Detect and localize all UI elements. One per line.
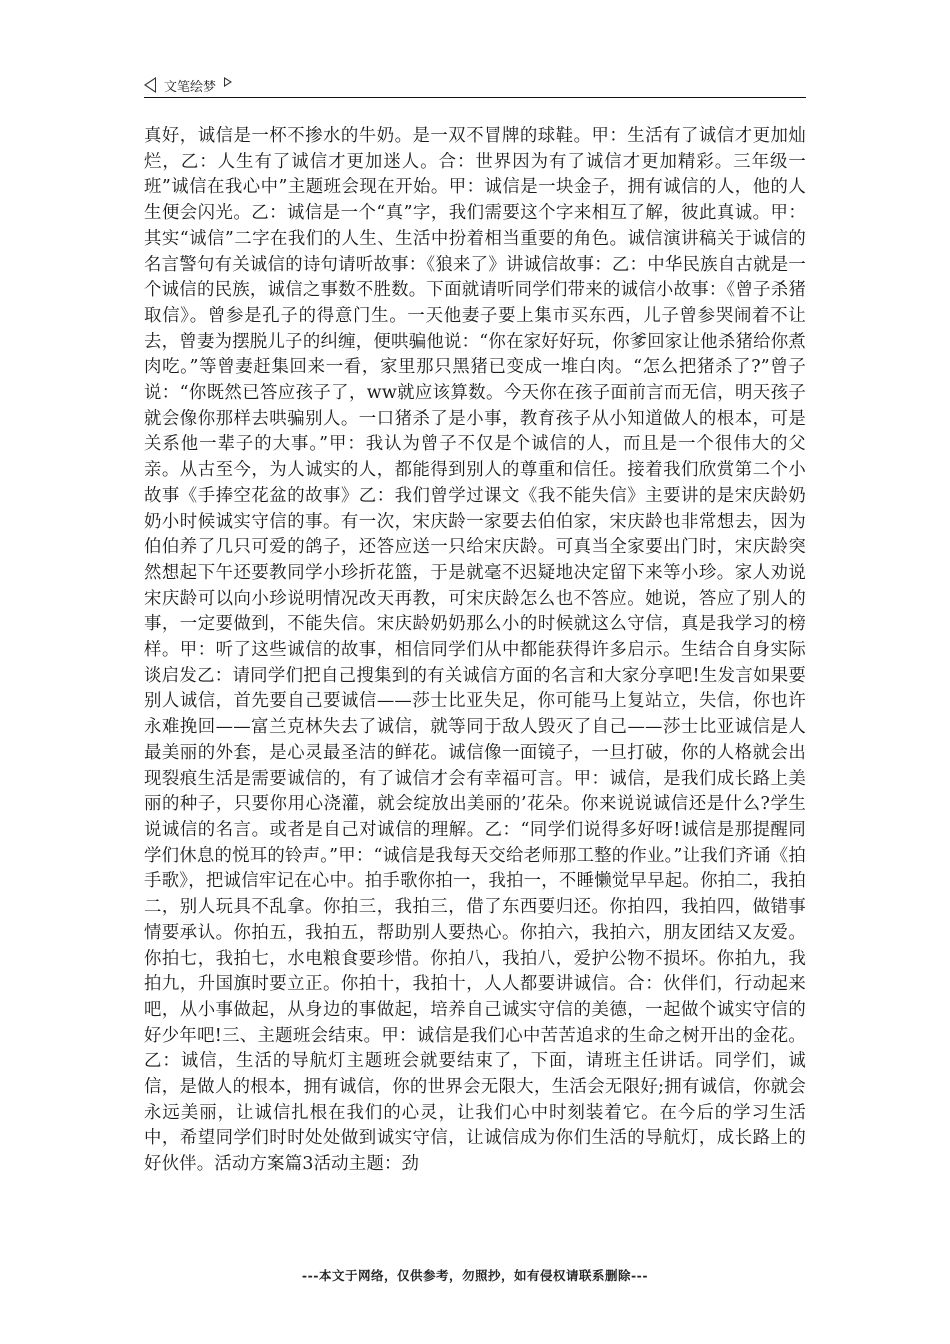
page-header [144,74,806,96]
header-divider [144,97,806,98]
header-title: 文笔绘梦 [164,79,217,95]
body-paragraph: 真好，诚信是一杯不掺水的牛奶。是一双不冒牌的球鞋。甲：生活有了诚信才更加灿烂，乙：人生有了诚信才更加迷人。合：世界因为有了诚信才更加精彩。三年级一班”诚信在我心中”主题班会现在开始。甲：诚信是一块金子，拥有诚信的人，他的人生便会闪光。乙：诚信是一个“真”字，我们需要这个字来相互了解，彼此真诚。甲：其实“诚信”二字在我们的人生、生活中扮着相当重要的角色。诚信演讲稿关于诚信的名言警句有关诚信的诗句请听故事：《狼来了》讲诚信故事：乙：中华民族自古就是一个诚信的民族，诚信之事数不胜数。下面就请听同学们带来的诚信小故事：《曾子杀猪取信》。曾参是孔子的得意门生。一天他妻子要上集市买东西，儿子曾参哭闹着不让去，曾妻为摆脱儿子的纠缠，便哄骗他说：“你在家好好玩，你爹回家让他杀猪给你煮肉吃。”等曾妻赶集回来一看，家里那只黑猪已变成一堆白肉。“怎么把猪杀了?”曾子说：“你既然已答应孩子了，ww就应该算数。今天你在孩子面前言而无信，明天孩子就会像你那样去哄骗别人。一口猪杀了是小事，教育孩子从小知道做人的根本，可是关系他一辈子的大事。”甲：我认为曾子不仅是个诚信的人，而且是一个很伟大的父亲。从古至今，为人诚实的人，都能得到别人的尊重和信任。接着我们欣赏第二个小故事《手捧空花盆的故事》乙：我们曾学过课文《我不能失信》主要讲的是宋庆龄奶奶小时候诚实守信的事。有一次，宋庆龄一家要去伯伯家，宋庆龄也非常想去，因为伯伯养了几只可爱的鸽子，还答应送一只给宋庆龄。可真当全家要出门时，宋庆龄突然想起下午还要教同学小珍折花篮，于是就毫不迟疑地决定留下来等小珍。家人劝说宋庆龄可以向小珍说明情况改天再教，可宋庆龄怎么也不答应。她说，答应了别人的事，一定要做到，不能失信。宋庆龄奶奶那么小的时候就这么守信，真是我学习的榜样。甲：听了这些诚信的故事，相信同学们从中都能获得许多启示。生结合自身实际谈启发乙：请同学们把自己搜集到的有关诚信方面的名言和大家分享吧!生发言如果要别人诚信，首先要自己要诚信——莎士比亚失足，你可能马上复站立，失信，你也许永难挽回——富兰克林失去了诚信，就等同于敌人毁灭了自己——莎士比亚诚信是人最美丽的外套，是心灵最圣洁的鲜花。诚信像一面镜子，一旦打破，你的人格就会出现裂痕生活是需要诚信的，有了诚信才会有幸福可言。甲：诚信，是我们成长路上美丽的种子，只要你用心浇灌，就会绽放出美丽的’花朵。你来说说诚信还是什么?学生说诚信的名言。或者是自己对诚信的理解。乙：“同学们说得多好呀!诚信是那提醒同学们休息的悦耳的铃声。”甲：“诚信是我每天交给老师那工整的作业。”让我们齐诵《拍手歌》，把诚信牢记在心中。拍手歌你拍一，我拍一，不睡懒觉早早起。你拍二，我拍二，别人玩具不乱拿。你拍三，我拍三，借了东西要归还。你拍四，我拍四，做错事情要承认。你拍五，我拍五，帮助别人要热心。你拍六，我拍六，朋友团结又友爱。你拍七，我拍七，水电粮食要珍惜。你拍八，我拍八，爱护公物不损坏。你拍九，我拍九，升国旗时要立正。你拍十，我拍十，人人都要讲诚信。合：伙伴们，行动起来吧，从小事做起，从身边的事做起，培养自己诚实守信的美德，一起做个诚实守信的好少年吧!三、主题班会结束。甲：诚信是我们心中苦苦追求的生命之树开出的金花。乙：诚信，生活的导航灯主题班会就要结束了，下面，请班主任讲话。同学们，诚信，是做人的根本，拥有诚信，你的世界会无限大，生活会无限好;拥有诚信，你就会永远美丽，让诚信扎根在我们的心灵，让我们心中时刻装着它。在今后的学习生活中，希望同学们时时处处做到诚实守信，让诚信成为你们生活的导航灯，成长路上的好伙伴。活动方案篇3活动主题：劲 [144,126,806,1175]
triangle-right-icon [224,77,232,87]
triangle-left-icon [144,77,156,93]
footer-disclaimer: ---本文于网络，仅供参考，勿照抄，如有侵权请联系删除--- [301,1268,649,1283]
